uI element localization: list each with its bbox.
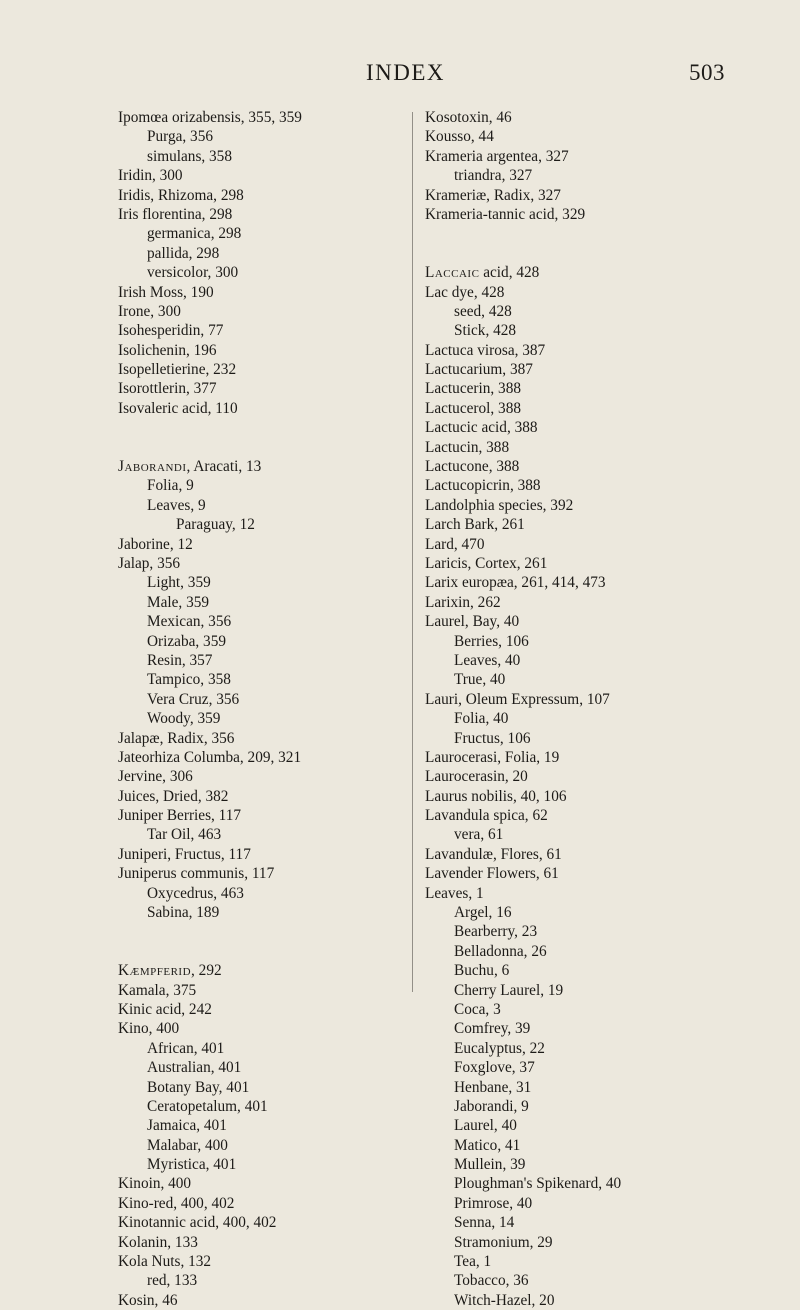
- index-entry: Lavandula spica, 62: [425, 807, 548, 825]
- index-entry: Jateorhiza Columba, 209, 321: [118, 748, 302, 766]
- index-subentry: Henbane, 31: [454, 1078, 532, 1096]
- page-header: [0, 60, 800, 90]
- index-subentry: Laurel, 40: [454, 1117, 517, 1135]
- index-entry: Juniper Berries, 117: [118, 807, 242, 825]
- index-entry: Kino-red, 400, 402: [118, 1194, 235, 1212]
- index-entry: Iridin, 300: [118, 167, 183, 185]
- index-subentry: Mexican, 356: [147, 613, 232, 631]
- index-subentry: Myristica, 401: [147, 1156, 237, 1174]
- index-subentry: seed, 428: [454, 302, 512, 320]
- section-gap: [118, 418, 408, 437]
- index-column-right: [425, 108, 785, 1310]
- index-entry: Ipomœa orizabensis, 355, 359: [118, 109, 302, 126]
- index-subentry: Buchu, 6: [454, 962, 510, 980]
- index-subentry: Folia, 9: [147, 477, 194, 495]
- index-entry: Kino, 400: [118, 1020, 180, 1038]
- index-entry: Krameria-tannic acid, 329: [425, 205, 586, 223]
- index-subentry: Witch-Hazel, 20: [454, 1291, 555, 1309]
- index-subentry: Senna, 14: [454, 1214, 515, 1232]
- index-entry: Lavandulæ, Flores, 61: [425, 845, 562, 863]
- index-entry: Kinoin, 400: [118, 1175, 192, 1193]
- running-head: INDEX: [366, 60, 446, 85]
- section-letter-head: Kæmpferid: [118, 962, 192, 980]
- index-entry: Lactucopicrin, 388: [425, 477, 541, 495]
- index-subentry: Berries, 106: [454, 632, 529, 650]
- index-entry: Kolanin, 133: [118, 1233, 198, 1251]
- index-subentry: Belladonna, 26: [454, 942, 547, 960]
- index-subentry: Tobacco, 36: [454, 1272, 529, 1290]
- index-entry: Kola Nuts, 132: [118, 1253, 212, 1271]
- index-entry: Lactucone, 388: [425, 458, 520, 476]
- index-entry: Larix europæa, 261, 414, 473: [425, 574, 606, 592]
- index-entry: Iris florentina, 298: [118, 205, 233, 223]
- section-letter-head: Laccaic: [425, 264, 480, 282]
- index-subentry: Eucalyptus, 22: [454, 1039, 545, 1057]
- section-gap: [425, 244, 785, 263]
- page-number: 503: [689, 60, 725, 85]
- index-subentry: Male, 359: [147, 593, 210, 611]
- index-entry: Lactucarium, 387: [425, 361, 533, 379]
- index-subentry: triandra, 327: [454, 167, 533, 185]
- index-entry: Lavender Flowers, 61: [425, 865, 559, 883]
- index-entry: Irone, 300: [118, 302, 181, 320]
- index-entry: Lauri, Oleum Expressum, 107: [425, 690, 610, 708]
- index-subentry: Jaborandi, 9: [454, 1097, 529, 1115]
- index-subentry: Ceratopetalum, 401: [147, 1097, 268, 1115]
- index-entry: Kosotoxin, 46: [425, 109, 512, 126]
- index-entry: Laurus nobilis, 40, 106: [425, 787, 567, 805]
- index-subentry: Fructus, 106: [454, 729, 531, 747]
- index-entry: Lard, 470: [425, 535, 485, 553]
- index-subentry: Leaves, 9: [147, 496, 206, 514]
- index-entry: [118, 961, 408, 980]
- index-entry: Laurocerasin, 20: [425, 768, 528, 786]
- index-entry: Jervine, 306: [118, 768, 193, 786]
- index-subentry: vera, 61: [454, 826, 504, 844]
- index-subentry: Botany Bay, 401: [147, 1078, 250, 1096]
- index-entry: [118, 457, 408, 476]
- index-entry: Kosin, 46: [118, 1291, 178, 1309]
- index-entry: Isorottlerin, 377: [118, 380, 217, 398]
- index-subentry: Primrose, 40: [454, 1194, 533, 1212]
- index-entry: Leaves, 1: [425, 884, 484, 902]
- index-entry: Lactucerol, 388: [425, 399, 521, 417]
- index-entry: Kinic acid, 242: [118, 1000, 212, 1018]
- index-entry: Lactucin, 388: [425, 438, 510, 456]
- index-subentry: Mullein, 39: [454, 1156, 526, 1174]
- index-entry: Lactucic acid, 388: [425, 419, 538, 437]
- index-subentry: simulans, 358: [147, 147, 232, 165]
- index-column-left: [118, 108, 408, 1310]
- index-entry: Isovaleric acid, 110: [118, 399, 238, 417]
- index-subentry: African, 401: [147, 1039, 225, 1057]
- entry-rest: acid, 428: [479, 264, 540, 282]
- index-entry: Larch Bark, 261: [425, 516, 525, 534]
- index-entry: Laricis, Cortex, 261: [425, 554, 548, 572]
- index-entry: Lactucerin, 388: [425, 380, 521, 398]
- section-letter-head: Jaborandi: [118, 458, 187, 476]
- index-subentry: Woody, 359: [147, 710, 221, 728]
- index-entry: Laurel, Bay, 40: [425, 613, 520, 631]
- index-subentry: Stick, 428: [454, 322, 517, 340]
- index-subentry: Bearberry, 23: [454, 923, 538, 941]
- index-subentry: Matico, 41: [454, 1136, 521, 1154]
- index-entry: Isohesperidin, 77: [118, 322, 224, 340]
- index-entry: Laurocerasi, Folia, 19: [425, 748, 560, 766]
- index-subentry: Sabina, 189: [147, 904, 220, 922]
- index-subentry: Tampico, 358: [147, 671, 231, 689]
- index-subentry: Purga, 356: [147, 128, 214, 146]
- index-entry: Kinotannic acid, 400, 402: [118, 1214, 277, 1232]
- index-entry: Larixin, 262: [425, 593, 501, 611]
- index-subentry: Ploughman's Spikenard, 40: [454, 1175, 622, 1193]
- index-subentry: Foxglove, 37: [454, 1059, 535, 1077]
- index-subentry: Cherry Laurel, 19: [454, 981, 564, 999]
- section-gap: [118, 942, 408, 961]
- index-subentry: Oxycedrus, 463: [147, 884, 244, 902]
- index-subentry: Vera Cruz, 356: [147, 690, 240, 708]
- entry-rest: , 292: [191, 962, 222, 980]
- index-entry: Lac dye, 428: [425, 283, 505, 301]
- index-subentry: Coca, 3: [454, 1000, 501, 1018]
- index-subentry: True, 40: [454, 671, 506, 689]
- index-entry: Kousso, 44: [425, 128, 494, 146]
- index-entry: Lactuca virosa, 387: [425, 341, 546, 359]
- index-subentry: Light, 359: [147, 574, 211, 592]
- entry-rest: , Aracati, 13: [186, 458, 262, 476]
- index-subentry: Tar Oil, 463: [147, 826, 222, 844]
- index-entry: Jalapæ, Radix, 356: [118, 729, 235, 747]
- index-entry: Irish Moss, 190: [118, 283, 214, 301]
- index-subentry: pallida, 298: [147, 244, 220, 262]
- index-subentry: Argel, 16: [454, 904, 512, 922]
- index-subentry: versicolor, 300: [147, 264, 239, 282]
- index-entry: [425, 263, 785, 282]
- index-entry: Juniperi, Fructus, 117: [118, 845, 251, 863]
- index-entry: Juniperus communis, 117: [118, 865, 275, 883]
- index-subentry: Malabar, 400: [147, 1136, 228, 1154]
- index-subentry: Leaves, 40: [454, 651, 521, 669]
- index-subentry: Folia, 40: [454, 710, 509, 728]
- index-entry: Isolichenin, 196: [118, 341, 217, 359]
- index-entry: Jaborine, 12: [118, 535, 193, 553]
- index-entry: Jalap, 356: [118, 554, 181, 572]
- index-subentry: Stramonium, 29: [454, 1233, 553, 1251]
- index-entry: Kamala, 375: [118, 981, 197, 999]
- index-subentry: germanica, 298: [147, 225, 242, 243]
- index-entry: Krameriæ, Radix, 327: [425, 186, 561, 204]
- index-subentry: Jamaica, 401: [147, 1117, 227, 1135]
- index-subentry: Paraguay, 12: [176, 516, 255, 534]
- index-subentry: Comfrey, 39: [454, 1020, 531, 1038]
- section-gap: [118, 922, 408, 941]
- index-subentry: red, 133: [147, 1272, 198, 1290]
- index-entry: Landolphia species, 392: [425, 496, 574, 514]
- index-entry: Krameria argentea, 327: [425, 147, 569, 165]
- index-subentry: Resin, 357: [147, 651, 213, 669]
- column-divider: [412, 112, 413, 992]
- section-gap: [425, 224, 785, 243]
- index-subentry: Tea, 1: [454, 1253, 492, 1271]
- index-entry: Juices, Dried, 382: [118, 787, 229, 805]
- section-gap: [118, 438, 408, 457]
- index-subentry: Orizaba, 359: [147, 632, 227, 650]
- index-entry: Isopelletierine, 232: [118, 361, 237, 379]
- index-entry: Iridis, Rhizoma, 298: [118, 186, 244, 204]
- index-subentry: Australian, 401: [147, 1059, 242, 1077]
